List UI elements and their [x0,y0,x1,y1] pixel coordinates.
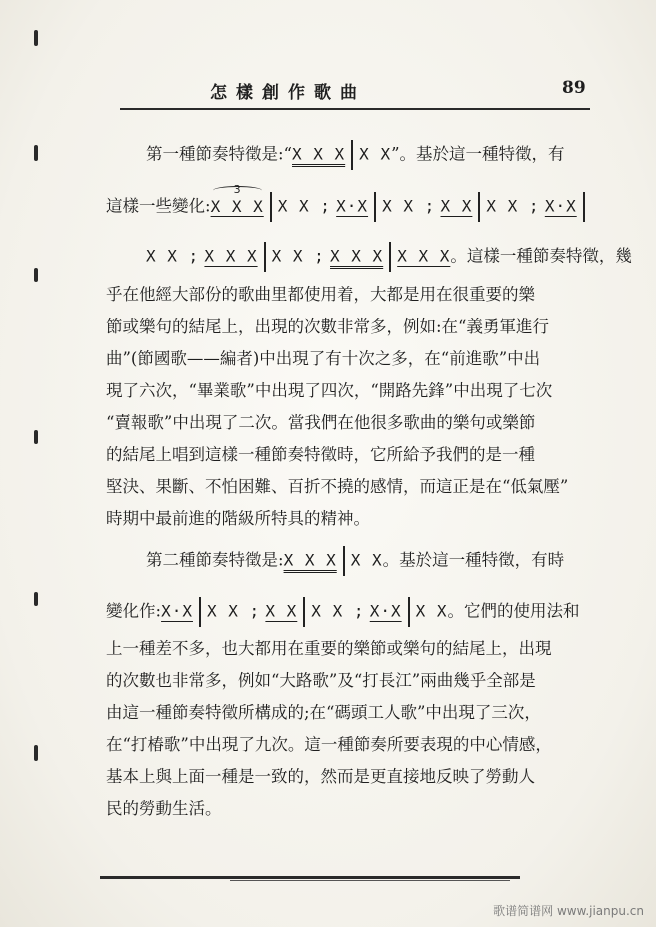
p1-body-line: 乎在他經大部份的歌曲里都使用着，大都是用在很重要的樂 [106,285,535,304]
bar-line [478,192,480,222]
rhythm-notation: X X ; [311,601,365,621]
bar-line [199,597,201,627]
rhythm-notation: X X ; [277,196,331,216]
rhythm-notation: X X ; [382,196,436,216]
bar-line [264,242,266,272]
binding-mark [34,592,38,606]
rhythm-notation: X·X [369,601,402,621]
p2-body-line: 基本上與上面一種是一致的，然而是更直接地反映了勞動人 [106,767,535,786]
header-title: 怎樣創作歌曲 [210,83,366,103]
binding-mark [34,430,38,444]
bar-line [303,597,305,627]
p1-line-2 [106,182,591,222]
p1-text: 這樣一些變化: [106,196,211,216]
p1-body-line: 的結尾上唱到這樣一種節奏特徵時，它所給予我們的是一種 [106,445,535,464]
bar-line [583,192,585,222]
p2-text: 。基於這一種特徵，有時 [382,550,565,570]
bar-line [270,192,272,222]
rhythm-notation: X X X [397,246,451,266]
rhythm-notation: X·X [544,196,577,216]
bar-line [351,140,353,170]
p2-line-1 [146,546,564,576]
running-header [210,76,610,106]
p2-body-line: 民的勞動生活。 [106,799,222,818]
p2-body-line: 的次數也非常多，例如“大路歌”及“打長江”兩曲幾乎全部是 [106,671,536,690]
p1-body-line: 節或樂句的結尾上，出現的次數非常多，例如:在“義勇軍進行 [106,317,549,336]
rhythm-notation: X X ; [206,601,261,621]
rhythm-notation: X X X [210,196,264,216]
p2-body-line: 由這一種節奏特徵所構成的;在“碼頭工人歌”中出現了三次， [106,703,541,722]
page-number: 89 [562,78,586,98]
p2-text: 變化作: [106,601,162,621]
p2-line-2 [106,597,580,627]
rhythm-notation: X X X [283,550,337,570]
header-rule [120,108,590,110]
bar-line [374,192,376,222]
bottom-rule [230,880,510,881]
p1-body-line: 堅決、果斷、不怕困難、百折不撓的感情，而這正是在“低氣壓” [106,477,569,496]
rhythm-notation: X X X [292,144,346,164]
watermark: 歌谱简谱网 www.jianpu.cn [493,904,644,918]
rhythm-notation: X X [265,601,298,621]
bar-line [389,242,391,272]
triplet [210,182,264,218]
rhythm-notation: X X ; [486,196,540,216]
binding-mark [34,745,38,761]
bottom-rule [100,876,520,879]
p2-text: 第二種節奏特徵是: [146,550,284,570]
bar-line [408,597,410,627]
binding-mark [34,268,38,282]
rhythm-notation: X X [350,550,383,570]
binding-mark [34,30,38,46]
p1-text: 第一種節奏特徵是:“ [146,144,292,164]
p1-line-1 [146,140,565,170]
rhythm-notation: X X [359,144,392,164]
p1-body-line: “賣報歌”中出現了二次。當我們在他很多歌曲的樂句或樂節 [106,413,536,432]
p1-text: ”。基於這一種特徵，有 [391,144,565,164]
rhythm-notation: X X [415,601,448,621]
p2-body-line: 上一種差不多，也大都用在重要的樂節或樂句的結尾上，出現 [106,639,552,658]
rhythm-notation: X X X [204,246,258,266]
rhythm-notation: X·X [336,196,369,216]
rhythm-notation: X X X [330,246,384,266]
binding-mark [34,145,38,161]
p2-body-line: 在“打椿歌”中出現了九次。這一種節奏所要表現的中心情感， [106,735,552,754]
p1-body-line: 現了六次，“畢業歌”中出現了四次，“開路先鋒”中出現了七次 [106,381,553,400]
p1-text: 。這樣一種節奏特徵，幾 [450,246,632,266]
rhythm-notation: X X [440,196,473,216]
rhythm-notation: X X ; [146,246,200,266]
p1-line-3 [146,242,632,272]
p2-text: 。它們的使用法和 [447,601,580,621]
p1-body-line: 時期中最前進的階級所特具的精神。 [106,509,370,528]
rhythm-notation: X X ; [271,246,325,266]
p1-body-line: 曲”(節國歌——編者)中出現了有十次之多，在“前進歌”中出 [106,349,541,368]
bar-line [343,546,345,576]
rhythm-notation: X·X [161,601,193,621]
triplet-number: 3 [233,182,241,196]
